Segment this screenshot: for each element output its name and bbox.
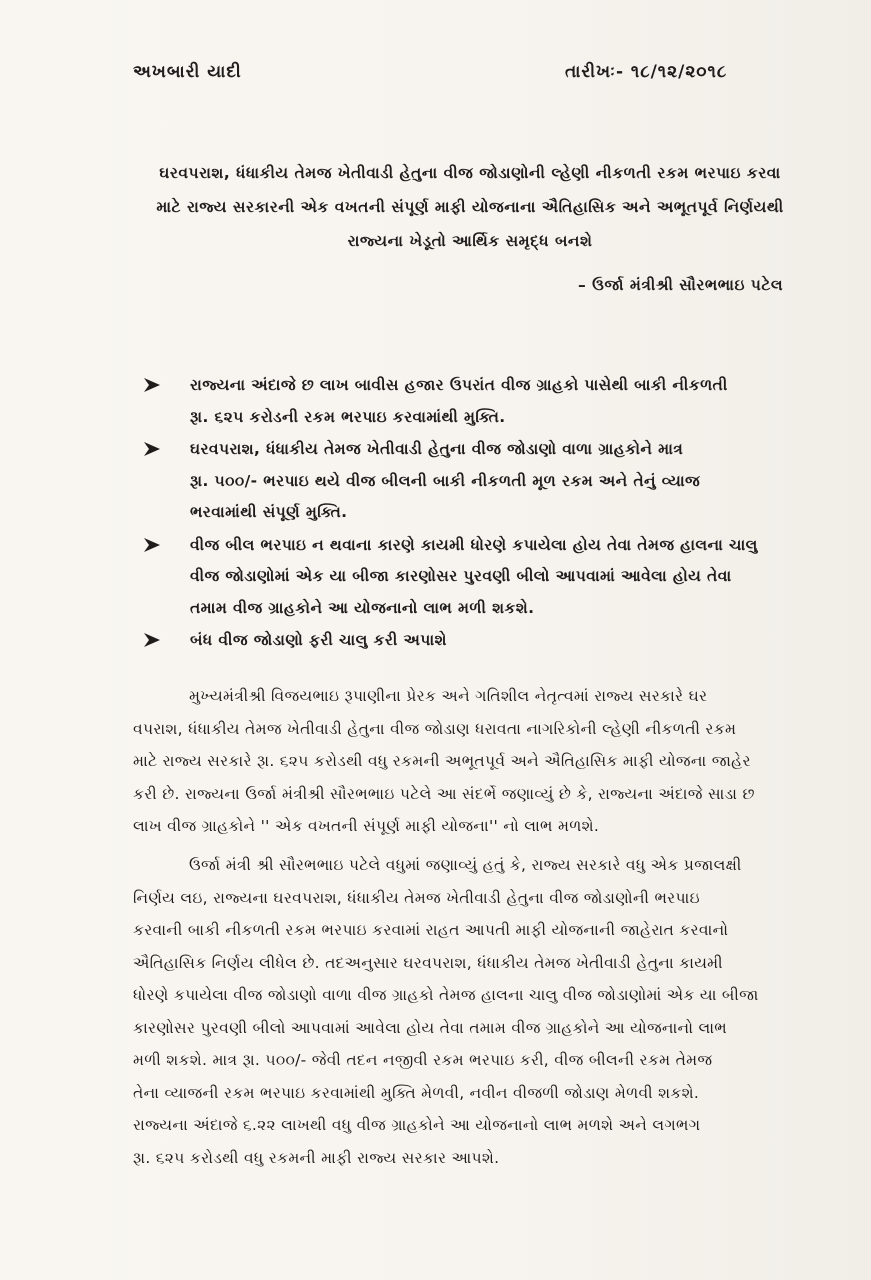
key-point-line: તમામ વીજ ગ્રાહકોને આ યોજનાનો લાભ મળી શકશે. [190, 598, 535, 617]
key-point-line: રૂા. ૫૦૦/- ભરપાઇ થયે વીજ બીલની બાકી નીકળતી મૂળ રકમ અને તેનું વ્યાજ [190, 471, 701, 490]
key-point-line: રૂા. ૬૨૫ કરોડની રકમ ભરપાઇ કરવામાંથી મુક્તિ. [190, 407, 506, 426]
key-point-line: બંધ વીજ જોડાણો ફરી ચાલુ કરી અપાશે [190, 631, 447, 649]
key-point-item [142, 370, 802, 433]
paragraph-line: રૂા. ૬૨૫ કરોડથી વધુ રકમની માફી રાજ્ય સરકાર આપશે. [133, 1148, 500, 1167]
arrow-bullet-icon [142, 631, 162, 649]
key-point-item [142, 530, 802, 625]
paragraph-line: કરવાની બાકી નીકળતી રકમ ભરપાઇ કરવામાં રાહત આપતી માફી યોજનાની જાહેરાત કરવાનો [133, 921, 729, 939]
headline-line: ઘરવપરાશ, ધંધાકીય તેમજ ખેતીવાડી હેતુના વીજ જોડાણોની લ્હેણી નીકળતી રકમ ભરપાઇ કરવા [159, 164, 781, 182]
headline-line: રાજ્યના ખેડૂતો આર્થિક સમૃદ્ધ બનશે [347, 232, 593, 250]
paragraph-line: રાજ્યના અંદાજે ૬.૨૨ લાખથી વધુ વીજ ગ્રાહકોને આ યોજનાનો લાભ મળશે અને લગભગ [133, 1116, 701, 1134]
document-type-label: અખબારી યાદી [133, 62, 242, 82]
paragraph-line: માટે રાજ્ય સરકારે રૂા. ૬૨૫ કરોડથી વધુ રકમની અભૂતપૂર્વ અને ઐતિહાસિક માફી યોજના જાહેર [133, 752, 751, 770]
release-date: તારીખઃ- ૧૮/૧૨/૨૦૧૮ [565, 62, 728, 82]
attribution: – ઉર્જા મંત્રીશ્રી સૌરભભાઇ પટેલ [578, 276, 784, 294]
arrow-bullet-icon [142, 440, 162, 458]
key-points-list [142, 370, 802, 658]
paragraph-line: ઉર્જા મંત્રી શ્રી સૌરભભાઇ પટેલે વધુમાં જણાવ્યું હતું કે, રાજ્ય સરકારે વધુ એક પ્રજાલક્ષી [189, 856, 742, 874]
key-point-line: વીજ બીલ ભરપાઇ ન થવાના કારણે કાયમી ધોરણે કપાયેલા હોય તેવા તેમજ હાલના ચાલુ [190, 535, 758, 554]
key-point-item [142, 434, 802, 529]
key-point-line: વીજ જોડાણોમાં એક યા બીજા કારણોસર પુરવણી બીલો આપવામાં આવેલા હોય તેવા [190, 567, 732, 585]
key-point-line: ભરવામાંથી સંપૂર્ણ મુક્તિ. [190, 503, 348, 521]
paragraph-line: ધોરણે કપાયેલા વીજ જોડાણો વાળા વીજ ગ્રાહકો તેમજ હાલના ચાલુ વીજ જોડાણોમાં એક યા બીજા [133, 986, 759, 1004]
arrow-bullet-icon [142, 536, 162, 554]
paragraph-line: લાખ વીજ ગ્રાહકોને '' એક વખતની સંપૂર્ણ માફી યોજના'' નો લાભ મળશે. [133, 817, 600, 835]
body-paragraph [133, 680, 813, 843]
paragraph-line: વપરાશ, ધંધાકીય તેમજ ખેતીવાડી હેતુના વીજ જોડાણ ધરાવતા નાગરિકોની લ્હેણી નીકળતી રકમ [133, 719, 737, 738]
arrow-bullet-icon [142, 376, 162, 394]
paragraph-line: નિર્ણય લઇ, રાજ્યના ઘરવપરાશ, ધંધાકીય તેમજ ખેતીવાડી હેતુના વીજ જોડાણોની ભરપાઇ [133, 888, 700, 907]
paragraph-line: કરી છે. રાજ્યના ઉર્જા મંત્રીશ્રી સૌરભભાઇ પટેલે આ સંદર્ભે જણાવ્યું છે કે, રાજ્યના અંદાજે સાડા છ [133, 784, 755, 803]
paragraph-line: કારણોસર પુરવણી બીલો આપવામાં આવેલા હોય તેવા તમામ વીજ ગ્રાહકોને આ યોજનાનો લાભ [133, 1018, 728, 1037]
paragraph-line: ઐતિહાસિક નિર્ણય લીધેલ છે. તદઅનુસાર ઘરવપરાશ, ધંધાકીય તેમજ ખેતીવાડી હેતુના કાયમી [133, 953, 723, 972]
paragraph-line: તેના વ્યાજની રકમ ભરપાઇ કરવામાંથી મુક્તિ મેળવી, નવીન વીજળી જોડાણ મેળવી શકશે. [133, 1083, 700, 1102]
headline [120, 156, 820, 258]
key-point-line: રાજ્યના અંદાજે છ લાખ બાવીસ હજાર ઉપરાંત વીજ ગ્રાહકો પાસેથી બાકી નીકળતી [190, 376, 728, 394]
paragraph-line: મળી શકશે. માત્ર રૂા. ૫૦૦/- જેવી તદન નજીવી રકમ ભરપાઇ કરી, વીજ બીલની રકમ તેમજ [133, 1051, 713, 1069]
key-point-line: ઘરવપરાશ, ધંધાકીય તેમજ ખેતીવાડી હેતુના વીજ જોડાણો વાળા ગ્રાહકોને માત્ર [190, 440, 684, 458]
key-point-item [142, 625, 802, 657]
paragraph-line: મુખ્યમંત્રીશ્રી વિજયભાઇ રૂપાણીના પ્રેરક અને ગતિશીલ નેતૃત્વમાં રાજ્ય સરકારે ઘર [189, 687, 708, 705]
headline-line: માટે રાજ્ય સરકારની એક વખતની સંપૂર્ણ માફી યોજનાના ઐતિહાસિક અને અભૂતપૂર્વ નિર્ણયથી [156, 198, 784, 216]
body-paragraph [133, 849, 813, 1174]
